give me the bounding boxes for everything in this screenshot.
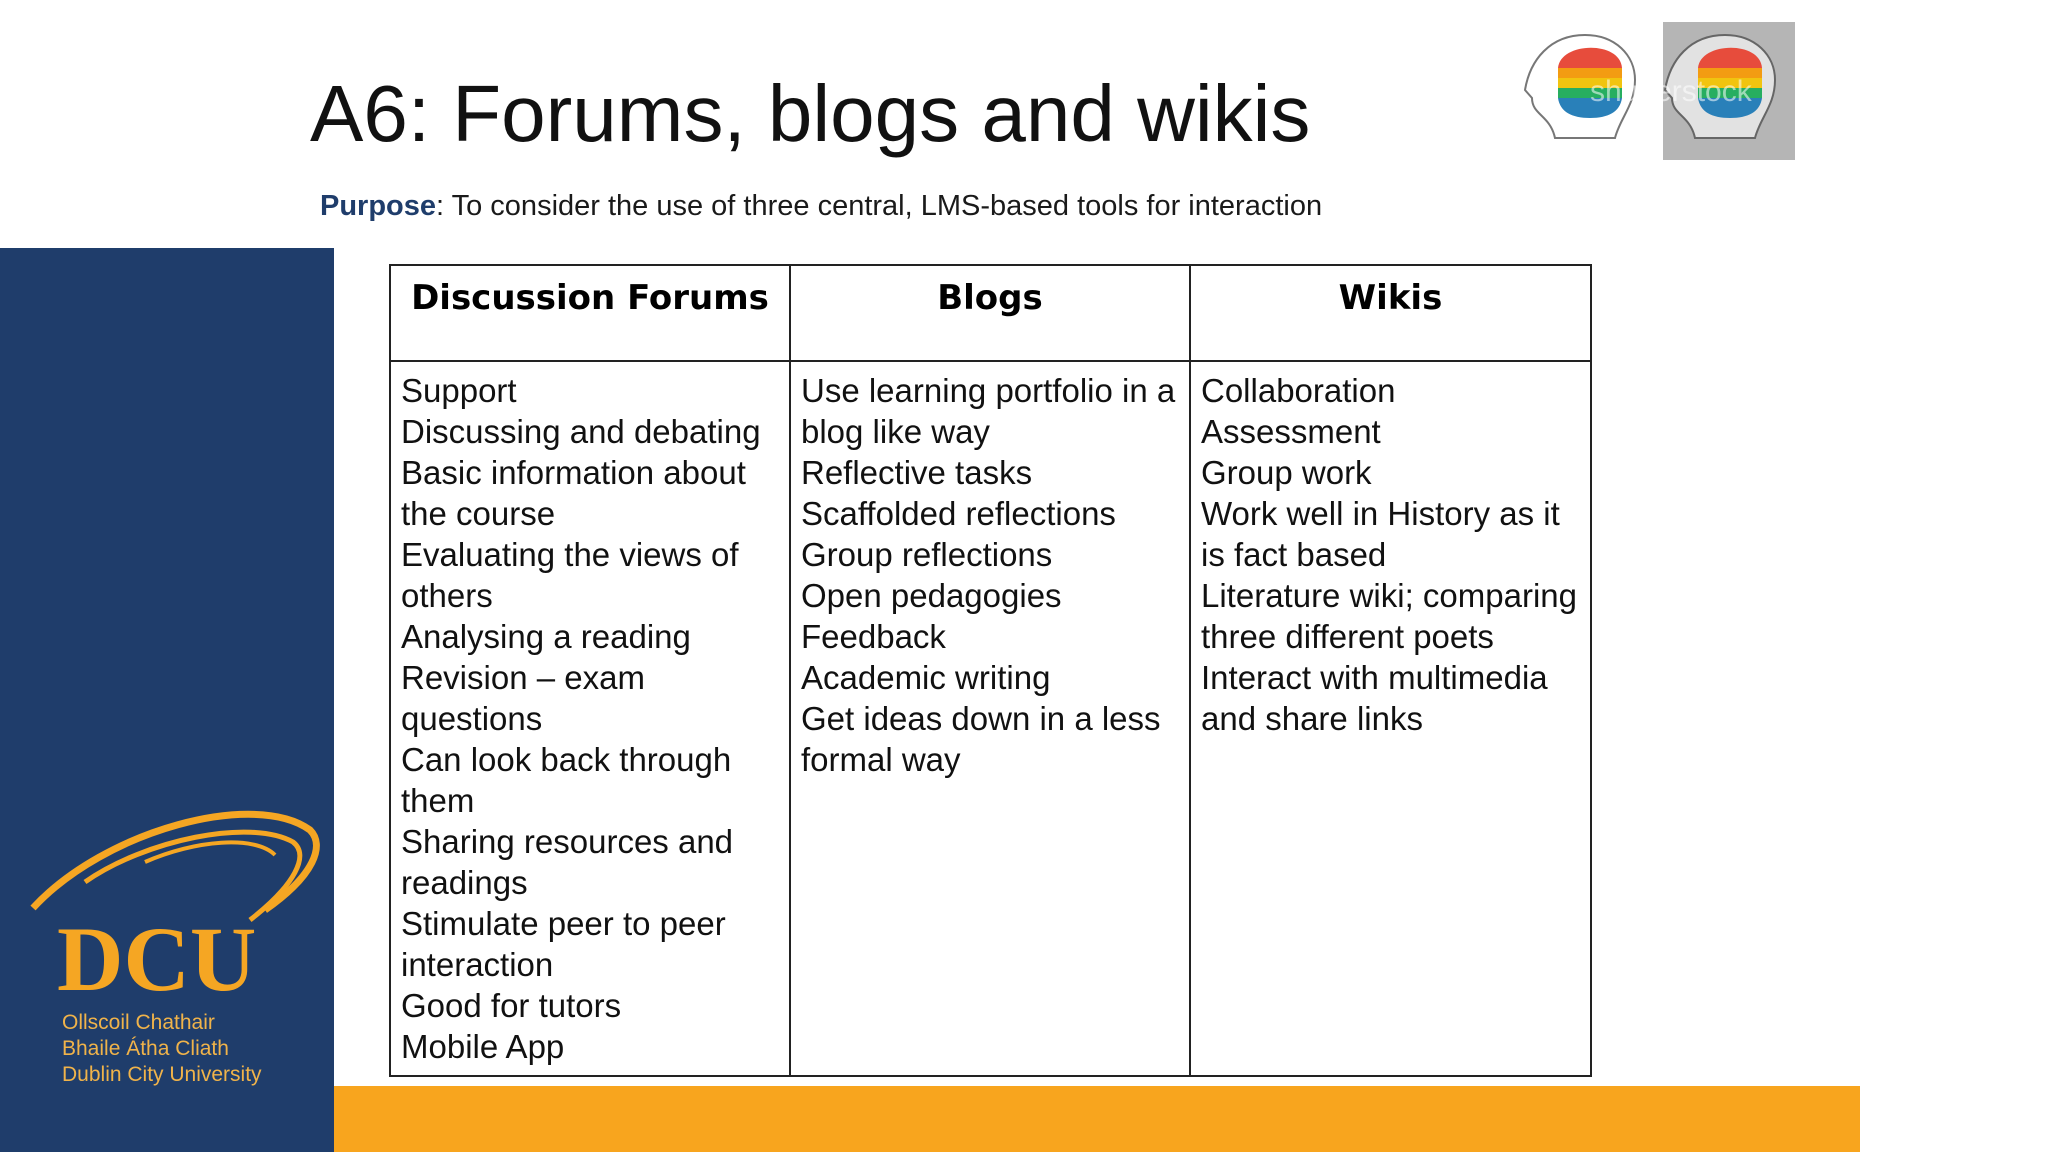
list-item: Can look back through them <box>401 741 732 819</box>
list-item: Support <box>401 372 517 409</box>
header-blogs: Blogs <box>790 265 1190 361</box>
purpose-line <box>320 190 1322 223</box>
list-item: Mobile App <box>401 1028 565 1065</box>
list-item: Feedback <box>801 618 946 655</box>
list-item: Reflective tasks <box>801 454 1033 491</box>
forums-cell <box>390 361 790 1076</box>
image-watermark: shutterstock <box>1590 75 1752 108</box>
list-item: Stimulate peer to peer interaction <box>401 905 726 983</box>
list-item: Basic information about the course <box>401 454 746 532</box>
list-item: Scaffolded reflections <box>801 495 1116 532</box>
list-item: Get ideas down in a less formal way <box>801 700 1161 778</box>
list-item: Revision – exam questions <box>401 659 645 737</box>
brain-image <box>1510 20 1795 180</box>
header-discussion-forums: Discussion Forums <box>390 265 790 361</box>
slide-title: A6: Forums, blogs and wikis <box>310 69 1311 158</box>
list-item: Literature wiki; comparing three different poets <box>1201 577 1577 655</box>
list-item: Discussing and debating <box>401 413 761 450</box>
bottom-orange-bar <box>334 1086 1860 1152</box>
dcu-name <box>62 1010 262 1088</box>
tools-table <box>389 264 1592 1077</box>
list-item: Analysing a reading <box>401 618 691 655</box>
list-item: Group reflections <box>801 536 1053 573</box>
list-item: Evaluating the views of others <box>401 536 739 614</box>
table-body-row <box>390 361 1591 1076</box>
list-item: Assessment <box>1201 413 1381 450</box>
list-item: Group work <box>1201 454 1372 491</box>
list-item: Open pedagogies <box>801 577 1062 614</box>
list-item: Work well in History as it is fact based <box>1201 495 1560 573</box>
list-item: Interact with multimedia and share links <box>1201 659 1548 737</box>
header-wikis: Wikis <box>1190 265 1591 361</box>
wikis-cell <box>1190 361 1591 1076</box>
purpose-label: Purpose <box>320 190 437 222</box>
dcu-line: Dublin City University <box>62 1063 262 1086</box>
blogs-cell <box>790 361 1190 1076</box>
dcu-letters: DCU <box>57 908 257 1010</box>
table-header-row <box>390 265 1591 361</box>
list-item: Academic writing <box>801 659 1051 696</box>
list-item: Use learning portfolio in a blog like way <box>801 372 1176 450</box>
list-item: Sharing resources and readings <box>401 823 734 901</box>
list-item: Good for tutors <box>401 987 622 1024</box>
dcu-line: Bhaile Átha Cliath <box>62 1037 229 1060</box>
purpose-text: : To consider the use of three central, LMS-based tools for interaction <box>436 190 1323 222</box>
list-item: Collaboration <box>1201 372 1396 409</box>
dcu-line: Ollscoil Chathair <box>62 1011 215 1034</box>
